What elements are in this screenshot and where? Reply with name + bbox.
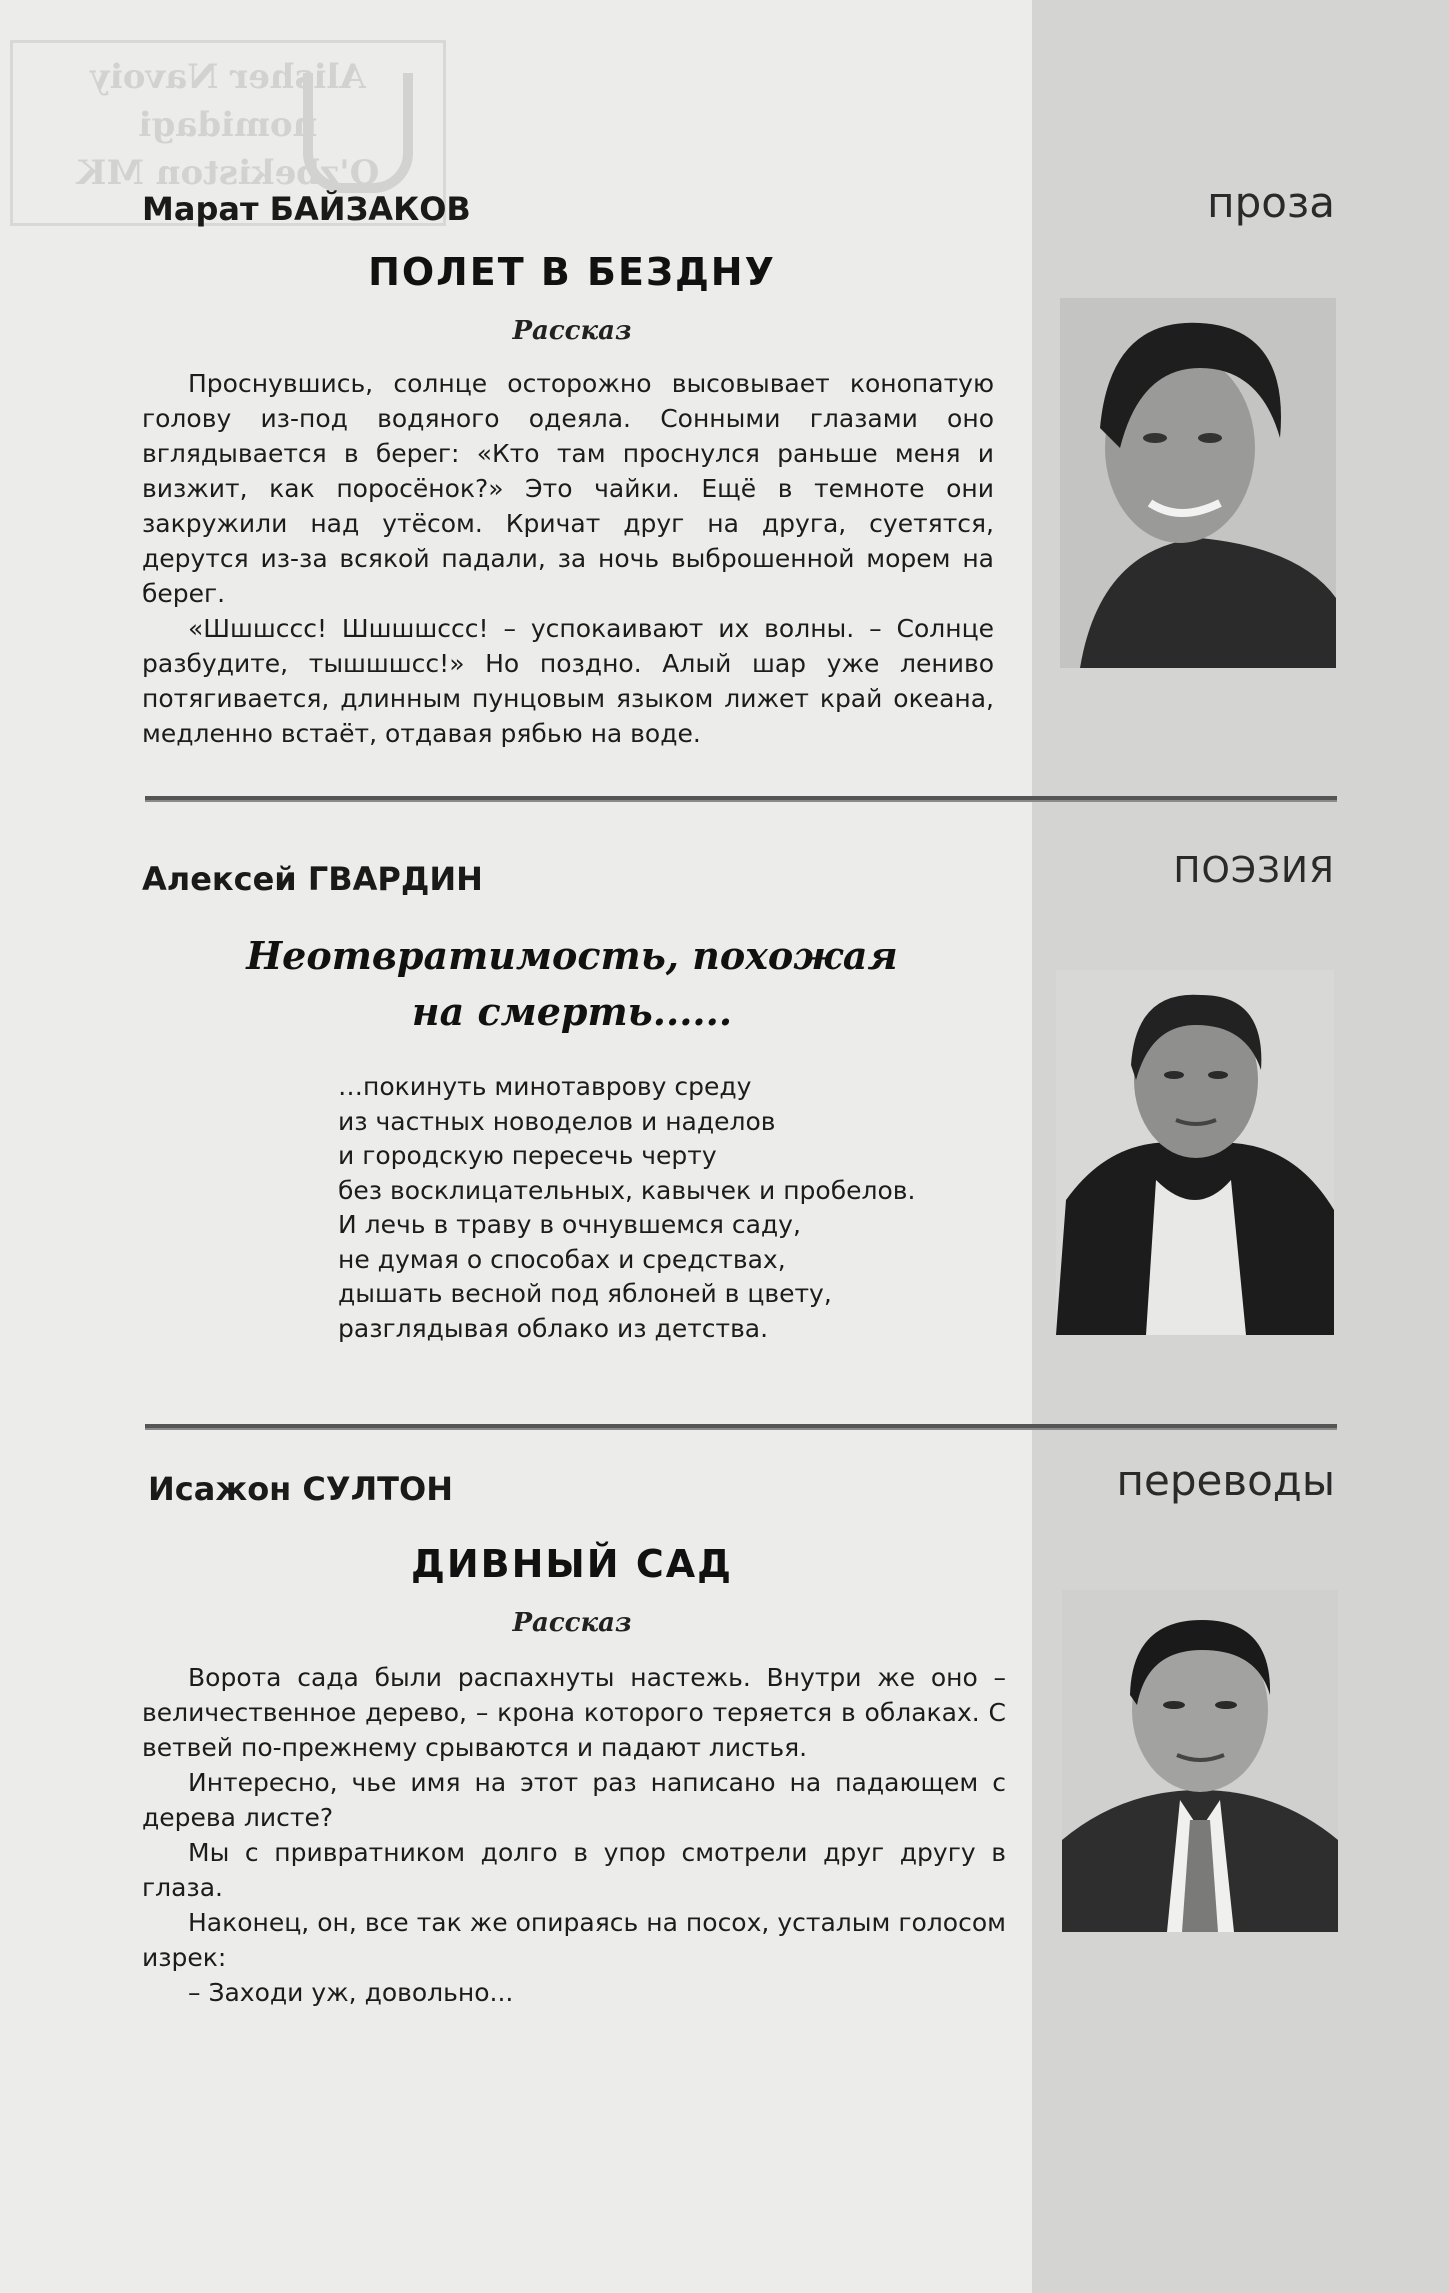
author-name: Алексей ГВАРДИН <box>142 860 483 898</box>
stamp-line: nomidagi <box>138 105 318 145</box>
poem-line: и городскую пересечь черту <box>338 1141 717 1170</box>
author-photo <box>1062 1590 1338 1932</box>
poem-title <box>142 928 1002 1040</box>
story-genre: Рассказ <box>512 1608 632 1638</box>
poem-title-line: на смерть...... <box>411 989 733 1034</box>
poem-line: …покинуть минотаврову среду <box>338 1072 752 1101</box>
author-photo <box>1060 298 1336 668</box>
poem-line: И лечь в траву в очнувшемся саду, <box>338 1210 801 1239</box>
poem-line: дышать весной под яблоней в цвету, <box>338 1279 832 1308</box>
paragraph: Мы с привратником долго в упор смотрели друг другу в глаза. <box>142 1838 1006 1902</box>
poem-line: из частных новоделов и наделов <box>338 1106 776 1136</box>
story-title: ПОЛЕТ В БЕЗДНУ <box>368 250 776 294</box>
story-genre: Рассказ <box>512 316 632 346</box>
paragraph: – Заходи уж, довольно... <box>188 1978 514 2007</box>
author-photo <box>1056 970 1334 1335</box>
poem-line: не думая о способах и средствах, <box>338 1244 786 1274</box>
section-label-translations: переводы <box>1116 1456 1335 1505</box>
section-divider <box>145 796 1337 802</box>
section-label-prose: проза <box>1207 178 1335 227</box>
paragraph: Интересно, чье имя на этот раз написано на падающем с дерева листе? <box>142 1768 1006 1832</box>
author-portrait-icon <box>1062 1590 1338 1932</box>
author-portrait-icon <box>1056 970 1334 1335</box>
paragraph: «Шшшссс! Шшшшссс! – успокаивают их волны. – Солнце разбудите, тышшшсс!» Но поздно. Алый шар уже лениво потягивается, длинным пунцовым языком лижет край океана, медленно встаёт, отдавая рябью на воде. <box>142 614 994 748</box>
poem-text <box>338 1070 915 1346</box>
story-excerpt <box>142 1660 1006 2010</box>
paragraph: Наконец, он, все так же опираясь на посох, усталым голосом изрек: <box>142 1908 1006 1972</box>
stamp-line: O'zbekiston MK <box>76 153 380 193</box>
story-excerpt <box>142 366 994 751</box>
stamp-line: Alisher Navoiy <box>90 57 366 97</box>
poem-line: разглядывая облако из детства. <box>338 1313 769 1343</box>
author-portrait-icon <box>1060 298 1336 668</box>
poem-title-line: Неотвратимость, похожая <box>246 933 898 978</box>
stamp-text <box>23 53 433 197</box>
paragraph: Проснувшись, солнце осторожно высовывает конопатую голову из-под водяного одеяла. Сонными глазами оно вглядывается в берег: «Кто там проснулся раньше меня и визжит, как поросёнок?» Это чайки. Ещё в темноте они закружили над утёсом. Кричат друг на друга, суетятся, дерутся из-за всякой падали, за ночь выброшенной морем на берег. <box>142 369 994 608</box>
section-divider <box>145 1424 1337 1430</box>
author-name: Марат БАЙЗАКОВ <box>142 190 471 228</box>
poem-line: без восклицательных, кавычек и пробелов. <box>338 1175 916 1205</box>
author-name: Исажон СУЛТОН <box>148 1470 453 1508</box>
section-label-poetry: ПОЭЗИЯ <box>1173 850 1335 891</box>
paragraph: Ворота сада были распахнуты настежь. Внутри же оно – величественное дерево, – крона которого теряется в облаках. С ветвей по-прежнему срываются и падают листья. <box>142 1663 1006 1762</box>
story-title: ДИВНЫЙ САД <box>411 1542 733 1586</box>
